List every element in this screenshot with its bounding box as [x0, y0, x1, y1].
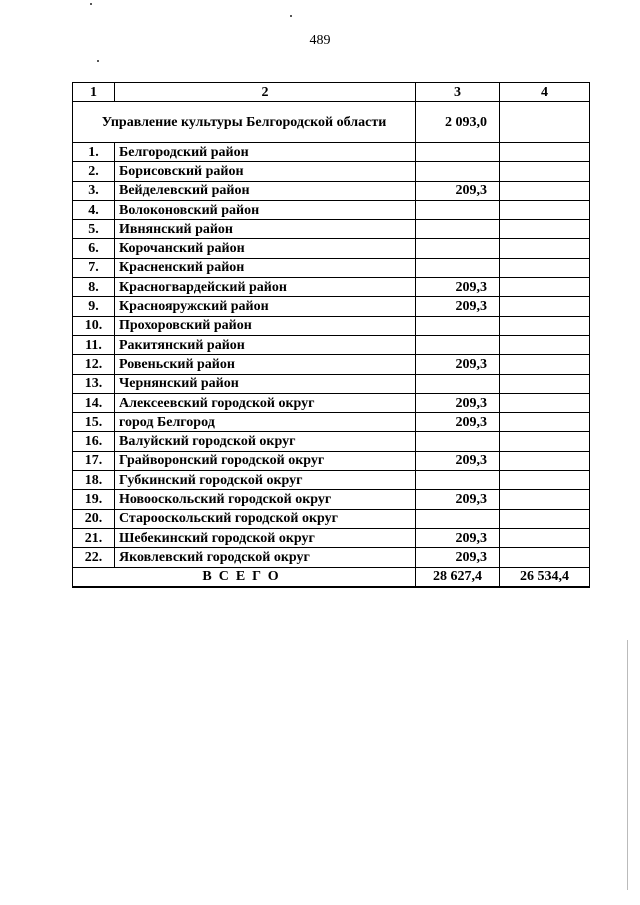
row-number: 21. [73, 528, 115, 547]
row-number: 9. [73, 297, 115, 316]
row-district-name: Яковлевский городской округ [115, 548, 416, 567]
row-col4-value [500, 316, 590, 335]
row-col4-value [500, 509, 590, 528]
table-row [73, 335, 590, 354]
row-district-name: Валуйский городской округ [115, 432, 416, 451]
row-col4-value [500, 528, 590, 547]
row-number: 18. [73, 471, 115, 490]
row-col4-value [500, 548, 590, 567]
scan-speck [90, 3, 92, 5]
row-number: 6. [73, 239, 115, 258]
column-header-2: 2 [115, 83, 416, 102]
row-col3-value: 209,3 [416, 297, 500, 316]
row-district-name: Красногвардейский район [115, 278, 416, 297]
column-header-3: 3 [416, 83, 500, 102]
row-district-name: Новооскольский городской округ [115, 490, 416, 509]
row-col3-value: 209,3 [416, 393, 500, 412]
report-table-body [73, 83, 590, 587]
row-number: 22. [73, 548, 115, 567]
row-district-name: Красненский район [115, 258, 416, 277]
row-col3-value [416, 316, 500, 335]
row-col4-value [500, 471, 590, 490]
table-row [73, 278, 590, 297]
table-row [73, 143, 590, 162]
scan-speck [290, 15, 292, 17]
row-col4-value [500, 432, 590, 451]
row-district-name: Губкинский городской округ [115, 471, 416, 490]
table-row [73, 432, 590, 451]
table-row [73, 220, 590, 239]
row-col3-value: 209,3 [416, 181, 500, 200]
table-row [73, 451, 590, 470]
row-district-name: Борисовский район [115, 162, 416, 181]
table-row [73, 393, 590, 412]
row-col4-value [500, 393, 590, 412]
row-district-name: Грайворонский городской округ [115, 451, 416, 470]
row-col4-value [500, 451, 590, 470]
row-col3-value [416, 258, 500, 277]
row-col3-value [416, 143, 500, 162]
row-number: 5. [73, 220, 115, 239]
row-number: 10. [73, 316, 115, 335]
row-col3-value: 209,3 [416, 355, 500, 374]
scan-speck [97, 60, 99, 62]
table-row [73, 162, 590, 181]
department-name: Управление культуры Белгородской области [73, 102, 416, 143]
row-col3-value [416, 162, 500, 181]
row-district-name: Белгородский район [115, 143, 416, 162]
row-col4-value [500, 413, 590, 432]
row-district-name: Ракитянский район [115, 335, 416, 354]
row-col3-value: 209,3 [416, 548, 500, 567]
table-row [73, 548, 590, 567]
row-number: 17. [73, 451, 115, 470]
row-col4-value [500, 278, 590, 297]
table-row [73, 528, 590, 547]
scan-edge-line [627, 640, 628, 890]
row-col3-value [416, 471, 500, 490]
row-col4-value [500, 490, 590, 509]
row-col3-value [416, 239, 500, 258]
table-row [73, 355, 590, 374]
row-number: 12. [73, 355, 115, 374]
row-district-name: Корочанский район [115, 239, 416, 258]
row-col3-value [416, 509, 500, 528]
row-number: 11. [73, 335, 115, 354]
row-col3-value [416, 200, 500, 219]
table-row [73, 239, 590, 258]
report-table [72, 82, 590, 588]
table-row [73, 297, 590, 316]
row-district-name: Краснояружский район [115, 297, 416, 316]
row-number: 19. [73, 490, 115, 509]
column-header-4: 4 [500, 83, 590, 102]
row-district-name: Волоконовский район [115, 200, 416, 219]
row-district-name: город Белгород [115, 413, 416, 432]
table-row [73, 490, 590, 509]
page-number: 489 [309, 33, 331, 48]
row-col4-value [500, 355, 590, 374]
column-header-row [73, 83, 590, 102]
row-col3-value: 209,3 [416, 278, 500, 297]
row-col3-value [416, 220, 500, 239]
row-district-name: Алексеевский городской округ [115, 393, 416, 412]
row-number: 1. [73, 143, 115, 162]
row-number: 7. [73, 258, 115, 277]
row-col3-value [416, 374, 500, 393]
table-row [73, 374, 590, 393]
table-row [73, 181, 590, 200]
total-label: ВСЕГО [73, 567, 416, 587]
table-row [73, 316, 590, 335]
department-row [73, 102, 590, 143]
row-col4-value [500, 239, 590, 258]
row-col3-value: 209,3 [416, 490, 500, 509]
row-number: 16. [73, 432, 115, 451]
total-row [73, 567, 590, 587]
row-col3-value [416, 335, 500, 354]
row-district-name: Ровеньский район [115, 355, 416, 374]
table-row [73, 509, 590, 528]
row-col4-value [500, 181, 590, 200]
row-col3-value: 209,3 [416, 528, 500, 547]
row-col4-value [500, 374, 590, 393]
row-district-name: Ивнянский район [115, 220, 416, 239]
table-row [73, 200, 590, 219]
row-number: 8. [73, 278, 115, 297]
row-col3-value [416, 432, 500, 451]
column-header-1: 1 [73, 83, 115, 102]
row-district-name: Вейделевский район [115, 181, 416, 200]
row-number: 13. [73, 374, 115, 393]
row-district-name: Шебекинский городской округ [115, 528, 416, 547]
table-row [73, 413, 590, 432]
total-col4-value: 26 534,4 [500, 567, 590, 587]
department-col4 [500, 102, 590, 143]
row-col4-value [500, 335, 590, 354]
row-col4-value [500, 143, 590, 162]
row-number: 4. [73, 200, 115, 219]
row-col3-value: 209,3 [416, 451, 500, 470]
row-number: 14. [73, 393, 115, 412]
row-district-name: Чернянский район [115, 374, 416, 393]
row-number: 20. [73, 509, 115, 528]
row-col4-value [500, 220, 590, 239]
row-col4-value [500, 200, 590, 219]
table-row [73, 471, 590, 490]
total-col3-value: 28 627,4 [416, 567, 500, 587]
row-number: 2. [73, 162, 115, 181]
row-col4-value [500, 297, 590, 316]
row-col4-value [500, 162, 590, 181]
row-number: 3. [73, 181, 115, 200]
row-district-name: Прохоровский район [115, 316, 416, 335]
table-row [73, 258, 590, 277]
row-number: 15. [73, 413, 115, 432]
row-col3-value: 209,3 [416, 413, 500, 432]
row-district-name: Старооскольский городской округ [115, 509, 416, 528]
row-col4-value [500, 258, 590, 277]
department-col3: 2 093,0 [416, 102, 500, 143]
